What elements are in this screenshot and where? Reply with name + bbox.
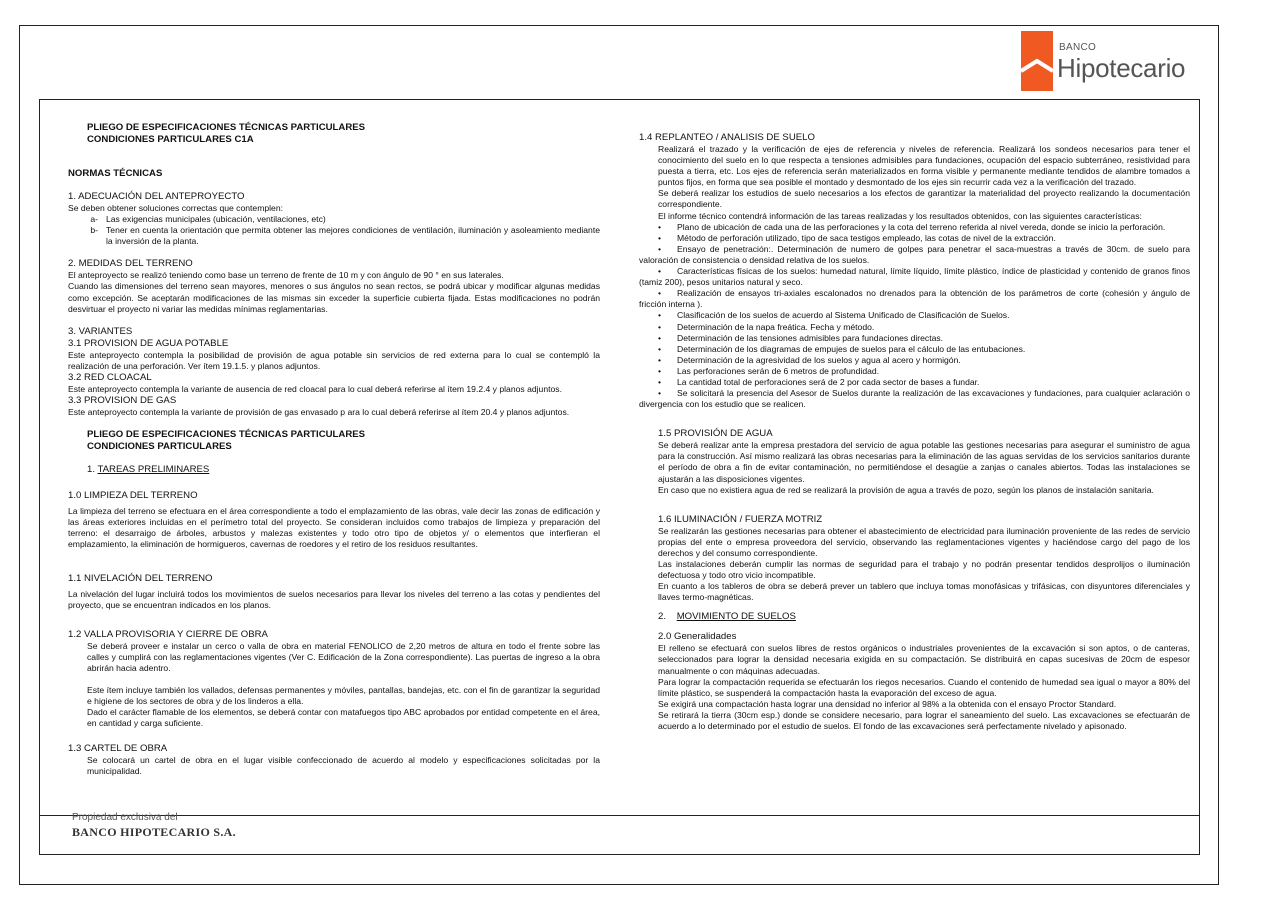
paragraph: Se exigirá una compactación hasta lograr una densidad no inferior al 98% a la obtenida con el ensayo Proctor Standard. <box>658 698 1117 709</box>
bullet-icon: • <box>658 266 662 277</box>
doc-subtitle-2: CONDICIONES PARTICULARES <box>87 441 232 453</box>
paragraph: Este anteproyecto contempla la posibilidad de provisión de agua potable sin servicios de red externa para lo cual se contempló la realización de una perforación. Ver ítem 19.1.5. y planos adjuntos. <box>68 349 600 371</box>
bullet-icon: • <box>658 243 662 254</box>
paragraph: Este anteproyecto contempla la variante de provisión de gas envasado p ara lo cual deberá referirse al ítem 20.4 y planos adjuntos. <box>68 407 570 418</box>
paragraph: Las instalaciones deberán cumplir las normas de seguridad para el trabajo y no podrán presentar tendidos desprolijos o iluminación defectuosa y todo otro vicio incompatible. <box>658 559 1190 581</box>
list-item: • La cantidad total de perforaciones será de 2 por cada sector de bases a fundar. <box>658 376 980 387</box>
logo-text-banco: BANCO <box>1059 42 1097 53</box>
list-item: • Determinación de los diagramas de empujes de suelos para el cálculo de las entubaciones. <box>658 343 1026 354</box>
section-heading: 1.3 CARTEL DE OBRA <box>68 743 168 755</box>
doc-subtitle: CONDICIONES PARTICULARES C1A <box>87 134 254 145</box>
paragraph: Para lograr la compactación requerida se efectuarán los riegos necesarios. Cuando el contenido de humedad sea igual o mayor a 80% del límite plástico, se suspenderá la compactación hasta la evaporación del exceso de agua. <box>658 676 1190 698</box>
paragraph: Cuando las dimensiones del terreno sean mayores, menores o sus ángulos no sean rectos, se podrá ubicar y modificar algunas medidas como excepción. Se aceptarán modificaciones de las mismas sin exceder la superficie cubierta fijada. Estas modificaciones no podrán desvirtuar el proyecto ni variar las medidas mínimas reglamentarias. <box>68 281 600 314</box>
paragraph: El anteproyecto se realizó teniendo como base un terreno de frente de 10 m y con ángulo de 90 ° en sus laterales. <box>68 270 504 281</box>
section-heading: 1.6 ILUMINACIÓN / FUERZA MOTRIZ <box>658 513 823 525</box>
bullet-icon: • <box>658 354 662 365</box>
paragraph: La nivelación del lugar incluirá todos los movimientos de suelos necesarios para llevar los niveles del terreno a las cotas y pendientes del proyecto, que se encuentran indicados en los planos. <box>68 588 600 610</box>
footer-owner-name: BANCO HIPOTECARIO S.A. <box>72 825 236 839</box>
paragraph: Se deberá proveer e instalar un cerco o valla de obra en material FENOLICO de 2,20 metros de altura en todo el frente sobre las calles y cumplirá con las reglamentaciones vigentes (Ver C. Edificación de la Zona correspondiente). Las puertas de ingreso a la obra abrirán hacia adentro. <box>87 640 600 673</box>
footer-divider <box>39 815 1200 816</box>
chapter-heading: 1. TAREAS PRELIMINARES <box>87 464 210 476</box>
section-heading: 3.3 PROVISION DE GAS <box>68 395 177 407</box>
list-item: • Realización de ensayos tri-axiales escalonados no drenados para la obtención de los parámetros de corte (cohesión y ángulo de fricción interna ). <box>639 288 1190 310</box>
bullet-icon: • <box>658 310 662 321</box>
paragraph: En cuanto a los tableros de obra se deberá prever un tablero que incluya tomas monofásicas y trifásicas, con disyuntores diferenciales y llaves termo-magnéticas. <box>658 581 1190 603</box>
list-item: • Ensayo de penetración:. Determinación de numero de golpes para penetrar el saca-muestras a través de 30cm. de suelo para valoración de consistencia o densidad relativa de los suelos. <box>639 243 1190 265</box>
paragraph: El relleno se efectuará con suelos libres de restos orgánicos o industriales provenientes de la excavación si son aptos, o de canteras, seleccionados para lograr la densidad necesaria exigida en su compactación. Se distribuirá en capas sucesivas de 20cm de espesor manualmente o con máquinas adecuadas. <box>658 643 1190 676</box>
paragraph: Se colocará un cartel de obra en el lugar visible confeccionado de acuerdo al modelo y especificaciones solicitadas por la municipalidad. <box>87 755 600 777</box>
list-item: • Determinación de la agresividad de los suelos y agua al acero y hormigón. <box>658 354 961 365</box>
section-heading: 1.0 LIMPIEZA DEL TERRENO <box>68 490 198 502</box>
paragraph: Se deberá realizar ante la empresa prestadora del servicio de agua potable las gestiones necesarias para asegurar el suministro de agua para la construcción. Así mismo realizará las obras necesarias para la eliminación de las aguas servidas de los servicios sanitarios durante el período de obra a fin de evitar contaminación, no permitiéndose el desagüe a zanjas o canales abiertos. Todas las instalaciones se ajustarán a las disposiciones vigentes. <box>658 440 1190 484</box>
paragraph: Realizará el trazado y la verificación de ejes de referencia y niveles de referencia. Realizará los sondeos necesarios para tener el conocimiento del suelo en lo que respecta a tensiones admisibles para fundaciones, ocupación del espacio subterráneo, resistividad para puesta a tierra, etc. Los ejes de referencia serán materializados en forma visible y permanente mediante tendidos de alambre tomados a puntos fijos, en forma que sea posible el montado y desmontado de los ejes sin recurrir cada vez a la verificación del trazado. <box>658 144 1190 188</box>
paragraph: Este ítem incluye también los vallados, defensas permanentes y móviles, pantallas, bandejas, etc. con el fin de garantizar la seguridad e higiene de los sectores de obra y de los linderos a ella. <box>87 684 600 707</box>
section-heading: 1.1 NIVELACIÓN DEL TERRENO <box>68 572 213 584</box>
paragraph: La limpieza del terreno se efectuara en el área correspondiente a todo el emplazamiento de las obras, vale decir las zonas de edificación y las áreas exteriores incluidas en el perímetro total del proyecto. Se consideran incluidos como trabajos de limpieza y preparación del terreno: el desarraigo de árboles, arbustos y malezas existentes y todo otro tipo de objetos y/ o elementos que interfieran el emplazamiento, la eliminación de hormigueros, cavernas de roedores y el retiro de los residuos resultantes. <box>68 506 600 550</box>
bullet-icon: • <box>658 321 662 332</box>
list-item: a- Las exigencias municipales (ubicación, ventilaciones, etc) <box>90 214 326 225</box>
bullet-icon: • <box>658 343 662 354</box>
bullet-icon: • <box>658 288 662 299</box>
paragraph: Dado el carácter flamable de los elementos, se deberá contar con matafuegos tipo ABC aprobados por entidad competente en el área, en cantidad y carga suficiente. <box>87 707 600 729</box>
left-column <box>68 122 600 778</box>
list-item: • Plano de ubicación de cada una de las perforaciones y la cota del terreno referida al nivel vereda, donde se inicio la perforación. <box>658 221 1166 232</box>
section-heading: 3. VARIANTES <box>68 325 133 337</box>
list-item: • Clasificación de los suelos de acuerdo al Sistema Unificado de Clasificación de Suelos. <box>658 310 1010 321</box>
list-item: • Método de perforación utilizado, tipo de saca testigos empleado, las cotas de nivel de la extracción. <box>658 232 1056 243</box>
paragraph: Se realizarán las gestiones necesarias para obtener el abastecimiento de electricidad para iluminación proveniente de las redes de servicio propias del ente o empresa proveedora del servicio, observando las reglamentaciones vigentes y haciéndose cargo del pago de los derechos y del consumo correspondiente. <box>658 525 1190 558</box>
right-column <box>639 132 1190 732</box>
list-item: • Las perforaciones serán de 6 metros de profundidad. <box>658 365 880 376</box>
bullet-icon: • <box>658 388 662 399</box>
logo-mark-icon <box>1021 31 1053 91</box>
section-heading: NORMAS TÉCNICAS <box>68 168 163 179</box>
section-heading: 1.2 VALLA PROVISORIA Y CIERRE DE OBRA <box>68 628 268 640</box>
logo-text-hipotecario: Hipotecario <box>1057 53 1186 83</box>
banco-hipotecario-logo <box>1021 31 1197 91</box>
list-item: • Características físicas de los suelos: humedad natural, límite líquido, límite plástico, índice de plasticidad y contenido de granos finos (tamiz 200), pesos unitarios natural y seco. <box>639 266 1190 288</box>
paragraph: Se retirará la tierra (30cm esp.) donde se considere necesario, para lograr el saneamiento del suelo. Las excavaciones se efectuarán de acuerdo a lo determinado por el estudio de suelos. El fondo de las excavaciones será perfectamente nivelado y apisonado. <box>658 709 1190 732</box>
doc-title-2: PLIEGO DE ESPECIFICACIONES TÉCNICAS PARTICULARES <box>87 429 366 441</box>
section-heading: 2. MEDIDAS DEL TERRENO <box>68 258 193 270</box>
bullet-icon: • <box>658 232 662 243</box>
section-heading: 1.4 REPLANTEO / ANALISIS DE SUELO <box>639 132 815 143</box>
paragraph: Este anteproyecto contempla la variante de ausencia de red cloacal para lo cual deberá referirse al ítem 19.2.4 y planos adjuntos. <box>68 383 562 394</box>
chapter-heading: 2. MOVIMIENTO DE SUELOS <box>658 611 796 623</box>
paragraph: Se deberá realizar los estudios de suelo necesarios a los efectos de garantizar la materialidad del proyecto realizando la documentación correspondiente. <box>658 188 1190 210</box>
section-heading: 3.2 RED CLOACAL <box>68 371 152 383</box>
paragraph: Se deben obtener soluciones correctas que contemplen: <box>68 203 283 213</box>
section-heading: 2.0 Generalidades <box>658 631 737 643</box>
characteristics-list <box>639 222 1190 411</box>
list-item: • Determinación de las tensiones admisibles para fundaciones directas. <box>658 332 944 343</box>
paragraph: En caso que no existiera agua de red se realizará la provisión de agua a través de pozo, según los planos de instalación sanitaria. <box>658 484 1154 495</box>
section-heading: 1. ADECUACIÓN DEL ANTEPROYECTO <box>68 191 245 202</box>
doc-title: PLIEGO DE ESPECIFICACIONES TÉCNICAS PARTICULARES <box>87 122 366 133</box>
footer-owner-label: Propiedad exclusiva del <box>72 812 178 823</box>
bullet-icon: • <box>658 221 662 232</box>
list-item: • Se solicitará la presencia del Asesor de Suelos durante la realización de las excavaciones y fundaciones, para cualquier aclaración o divergencia con los estudio que se realicen. <box>639 388 1190 410</box>
bullet-icon: • <box>658 332 662 343</box>
list-item: b- Tener en cuenta la orientación que permita obtener las mejores condiciones de ventilación, iluminación y asoleamiento mediante la inversión de la planta. <box>90 225 600 247</box>
bullet-icon: • <box>658 365 662 376</box>
bullet-icon: • <box>658 376 662 387</box>
section-heading: 1.5 PROVISIÓN DE AGUA <box>658 428 773 440</box>
section-heading: 3.1 PROVISION DE AGUA POTABLE <box>68 337 229 349</box>
paragraph: El informe técnico contendrá información de las tareas realizadas y los resultados obtenidos, con las siguientes características: <box>658 210 1142 221</box>
list-item: • Determinación de la napa freática. Fecha y método. <box>658 321 875 332</box>
